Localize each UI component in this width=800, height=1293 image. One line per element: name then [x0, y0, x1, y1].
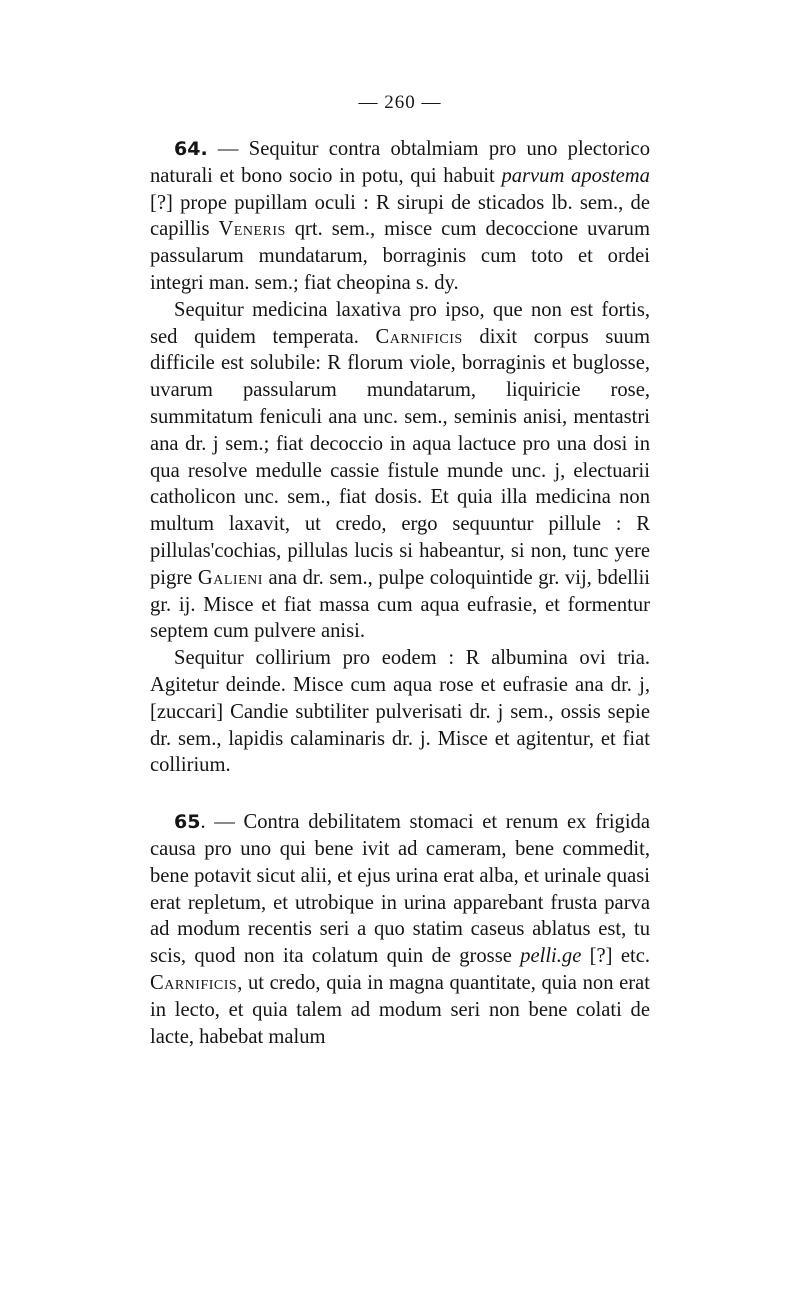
italic-term: parvum apostema	[501, 164, 650, 187]
text-run: — Sequitur contra obtalmiam pro uno plectorico naturali et bono socio in potu, qui habuit	[150, 138, 650, 187]
text-run: dixit corpus suum difficile est solubile: R florum viole, borraginis et buglosse, uvarum passularum mundatarum, liquiricie rose, summitatum feniculi ana unc. sem., seminis anisi, mentastri ana dr. j sem.; fiat decoccio in aqua lactuce pro una dosi in qua resolve medulle cassie fistule munde unc. j, electuarii catholicon unc. sem., fiat dosis. Et quia illa medicina non multum laxavit, ut credo, ergo sequuntur pillule : R pillulas'cochias, pillulas lucis si habeantur, si non, tunc yere pigre	[150, 325, 650, 589]
text-run: Sequitur medicina laxativa pro ipso, que non est fortis, sed quidem temperata.	[150, 298, 650, 348]
text-run: Sequitur collirium pro eodem : R albumina ovi tria. Agitetur deinde. Misce cum aqua rose et eufrasie ana dr. j, [zuccari] Candie subtiliter pulverisati dr. j sem., ossis sepie dr. sem., lapidis calaminaris dr. j. Misce et agitentur, et fiat collirium.	[150, 647, 650, 777]
name-small-caps: Galieni	[197, 566, 263, 589]
name-small-caps: Carnificis	[150, 971, 238, 994]
section-65	[150, 809, 650, 1050]
text-run: qrt. sem., misce cum decoccione uvarum passularum mundatarum, borraginis cum toto et ordei integri man. sem.; fiat cheopina s. dy.	[150, 218, 650, 294]
section-64-paragraph-3	[150, 645, 650, 779]
text-run: . — Contra debilitatem stomaci et renum ex frigida causa pro uno qui bene ivit ad cameram, bene commedit, bene potavit sicut alii, et ejus urina erat alba, et urinale quasi erat repletum, et utrobique in urina apparebant frusta parva ad modum recentis seri a quo statim caseus ablatus est, tu scis, quod non ita colatum quin de grosse	[150, 811, 650, 968]
text-run: [?] prope pupillam oculi : R sirupi de sticados lb. sem., de capillis	[150, 191, 650, 241]
italic-term: pelli.ge	[520, 945, 582, 968]
name-small-caps: Veneris	[218, 218, 286, 241]
name-small-caps: Carnificis	[375, 325, 463, 348]
page-number: — 260 —	[358, 92, 442, 113]
section-64-paragraph-2	[150, 297, 650, 645]
section-64-paragraph-1	[150, 136, 650, 297]
section-number: 65	[174, 811, 201, 834]
book-page	[150, 92, 650, 1050]
section-65-paragraph-1	[150, 809, 650, 1050]
section-64	[150, 136, 650, 779]
text-run: , ut credo, quia in magna quantitate, quia non erat in lecto, et quia talem ad modum seri non bene colati de lacte, habebat malum	[150, 971, 650, 1048]
section-number: 64.	[174, 138, 208, 160]
text-run: ana dr. sem., pulpe coloquintide gr. vij, bdellii gr. ij. Misce et fiat massa cum aqua eufrasie, et formentur septem cum pulvere anisi.	[150, 566, 651, 643]
text-run: [?] etc.	[581, 945, 650, 968]
